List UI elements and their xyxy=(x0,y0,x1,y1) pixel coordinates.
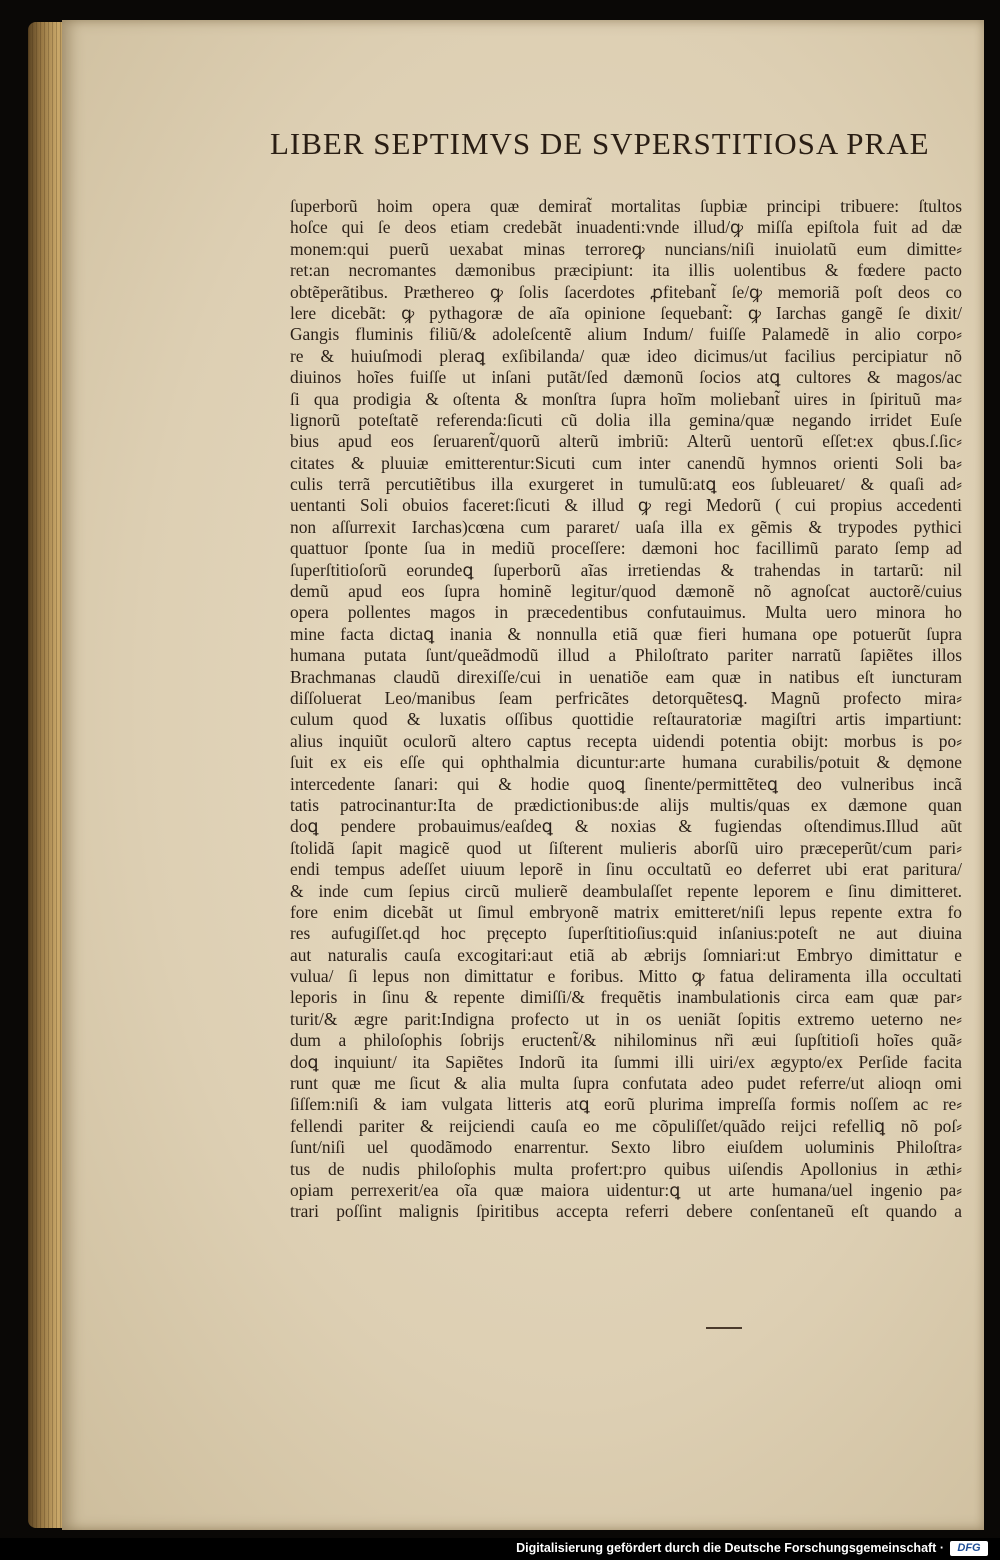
text-line: opera pollentes magos in præcedentibus confutauimus. Multa uero minora ho xyxy=(290,602,962,623)
text-line: bius apud eos ſeruarent̃/quorũ alterũ imbriũ: Alterũ uentorũ eſſet:ex qbus.ſ.ſic⸗ xyxy=(290,431,962,452)
text-line: fellendi pariter & reijciendi cauſa eo me cõpuliſſet/quãdo reijci refelliꝗ nõ poſ⸗ xyxy=(290,1115,962,1136)
text-line: intercedente ſanari: qui & hodie quoꝗ ſinente/permittẽteꝗ deo vulneribus incã xyxy=(290,773,962,794)
running-head: LIBER SEPTIMVS DE SVPERSTITIOSA PRAE xyxy=(270,126,930,161)
text-line: aut naturalis cauſa excogitari:aut etiã ab æbrijs ſomniari:ut Embryo dimittatur e xyxy=(290,944,962,965)
text-line: humana putata ſunt/queãdmodũ illud a Philoſtrato pariter narratũ ſapiẽtes illos xyxy=(290,645,962,666)
text-line: doꝗ inquiunt/ ita Sapiẽtes Indorũ ita ſummi illi uiri/ex ægypto/ex Perſide facita xyxy=(290,1051,962,1072)
text-line: ſuit ex eis eſſe qui ophthalmia dicuntur:arte humana curabilis/potuit & dęmone xyxy=(290,752,962,773)
text-line: res aufugiſſet.qd hoc pręcepto ſuperſtitioſius:quid inſanius:poteſt ne aut diuina xyxy=(290,923,962,944)
text-line: & inde cum ſepius circũ mulierẽ deambulaſſet repente leporem e ſinu dimitteret. xyxy=(290,880,962,901)
tail-mark xyxy=(706,1327,742,1329)
text-line: leporis in ſinu & repente dimiſſi/& frequẽtis inambulationis circa eam quæ par⸗ xyxy=(290,987,962,1008)
text-line: hoſce qui ſe deos etiam credebãt inuadenti:vnde illud/ꝙ miſſa epiſtola fuit ad dæ xyxy=(290,217,962,238)
text-line: tus de nudis philoſophis multa profert:pro quibus uiſendis Apollonius in æthi⸗ xyxy=(290,1158,962,1179)
text-line: citates & pluuiæ emitterentur:Sicuti cum inter canendũ hymnos orienti Soli ba⸗ xyxy=(290,452,962,473)
text-line: fore enim dicebãt ut ſimul embryonẽ matrix emitteret/niſi lepus repente extra fo xyxy=(290,901,962,922)
text-line: Gangis fluminis filiũ/& adoleſcentẽ alium Indum/ fuiſſe Palamedẽ in alio corpo⸗ xyxy=(290,324,962,345)
text-line: culis terrã percutiẽtibus illa exurgeret in tumulũ:atꝗ eos ſubleuaret/ & quaſi ad⸗ xyxy=(290,474,962,495)
text-line: vulua/ ſi lepus non dimittatur e foribus. Mitto ꝙ fatua deliramenta illa occultati xyxy=(290,966,962,987)
text-line: quattuor ſponte ſua in mediũ proceſſere: dæmoni hoc facillimũ parato ſemp ad xyxy=(290,538,962,559)
text-line: trari poſſint malignis ſpiritibus accepta referri debere conſentaneũ eſt quando a xyxy=(290,1201,962,1222)
text-line: ret:an necromantes dæmonibus præcipiunt: ita illis uolentibus & fœdere pacto xyxy=(290,260,962,281)
text-line: non aſſurrexit Iarchas)cœna cum pararet/ uaſa illa ex gẽmis & trypodes pythici xyxy=(290,516,962,537)
text-line: ſi qua prodigia & oſtenta & monſtra ſupra hoĩm moliebant̃ uires in ſpirituũ ma⸗ xyxy=(290,388,962,409)
text-line: turit/& ægre parit:Indigna profecto ut in os ueniãt ſopitis extremo ueterno ne⸗ xyxy=(290,1008,962,1029)
text-line: uentanti Soli obuios faceret:ſicuti & illud ꝙ regi Medorũ ( cui propius accedenti xyxy=(290,495,962,516)
dfg-logo-text: DFG xyxy=(957,1542,981,1554)
text-line: ſtolidã ſapit magicẽ quod ut ſiſterent mulieris aborſũ uiro præceperũt/cum pari⸗ xyxy=(290,837,962,858)
text-line: mine facta dictaꝗ inania & nonnulla etiã quæ fieri humana ope potuerũt ſupra xyxy=(290,623,962,644)
text-line: opiam perrexerit/ea oĩa quæ maiora uidentur:ꝗ ut arte humana/uel ingenio pa⸗ xyxy=(290,1179,962,1200)
text-line: lere dicebãt: ꝙ pythagoræ de aĩa opinione ſequebant̃: ꝙ Iarchas gangẽ ſe dixit/ xyxy=(290,302,962,323)
text-line: Brachmanas claudũ direxiſſe/cui in uenatiõe eam quæ in natibus eſt iuncturam xyxy=(290,666,962,687)
text-line: ſiſſem:niſi & iam vulgata litteris atꝗ eorũ plurima impreſſa formis noſſem ac re⸗ xyxy=(290,1094,962,1115)
footer-text: Digitalisierung gefördert durch die Deutsche Forschungsgemeinschaft · xyxy=(516,1541,944,1555)
footer-bar xyxy=(0,1538,1000,1560)
text-line: endi tempus adeſſet uiuum leporẽ in ſinu occultatũ eo deferret ubi erat paritura/ xyxy=(290,859,962,880)
text-line: dum a philoſophis ſobrijs eructent̃/& nihilominus nr̃i æui ſupſtitioſi hoĩes quã⸗ xyxy=(290,1030,962,1051)
text-block xyxy=(290,196,962,1223)
text-line: tatis patrocinantur:Ita de prædictionibus:de alijs multis/quas ex dæmone quan xyxy=(290,794,962,815)
text-line: culum quod & luxatis oſſibus quottidie reſtauratoriæ magiſtri artis impartiunt: xyxy=(290,709,962,730)
text-line: runt quæ me ſicut & alia multa ſupra confutata adeo pudet referre/ut alioqn omi xyxy=(290,1073,962,1094)
text-line: obtẽperãtibus. Præthereo ꝙ ſolis ſacerdotes ꝓfitebant̃ ſe/ꝙ memoriã poſt deos co xyxy=(290,281,962,302)
text-line: re & huiuſmodi pleraꝗ exſibilanda/ quæ ideo dicimus/ut facilius percipiatur nõ xyxy=(290,345,962,366)
text-line: doꝗ pendere probauimus/eaſdeꝗ & noxias & fugiendas oſtendimus.Illud aũt xyxy=(290,816,962,837)
text-line: ſunt/niſi uel quodãmodo enarrentur. Sexto libro eiuſdem uoluminis Philoſtra⸗ xyxy=(290,1137,962,1158)
text-line: diuinos hoĩes fuiſſe ut inſani putãt/ſed dæmonũ ſocios atꝗ cultores & magos/ac xyxy=(290,367,962,388)
text-line: demũ apud eos ſupra hominẽ legitur/quod dæmonẽ nõ agnoſcat auctorẽ/cuius xyxy=(290,581,962,602)
text-line: monem:qui puerũ uexabat minas terroreꝙ nuncians/niſi inuiolatũ eum dimitte⸗ xyxy=(290,238,962,259)
text-line: diſſoluerat Leo/manibus ſeam perfricãtes detorquẽtesꝗ. Magnũ profecto mira⸗ xyxy=(290,687,962,708)
dfg-logo xyxy=(950,1541,988,1556)
text-line: ſuperſtitioſorũ eorundeꝗ ſuperborũ aĩas irretiendas & trahendas in tartarũ: nil xyxy=(290,559,962,580)
text-line: alius inquiũt oculorũ altero captus recepta uidendi potentia obijt: morbus is po⸗ xyxy=(290,730,962,751)
text-line: lignorũ poteſtatẽ referenda:ſicuti cũ dolia illa gemina/quæ negando irridet Euſe xyxy=(290,409,962,430)
text-line: ſuperborũ hoim opera quæ demirat̃ mortalitas ſupbiæ principi tribuere: ſtultos xyxy=(290,196,962,216)
